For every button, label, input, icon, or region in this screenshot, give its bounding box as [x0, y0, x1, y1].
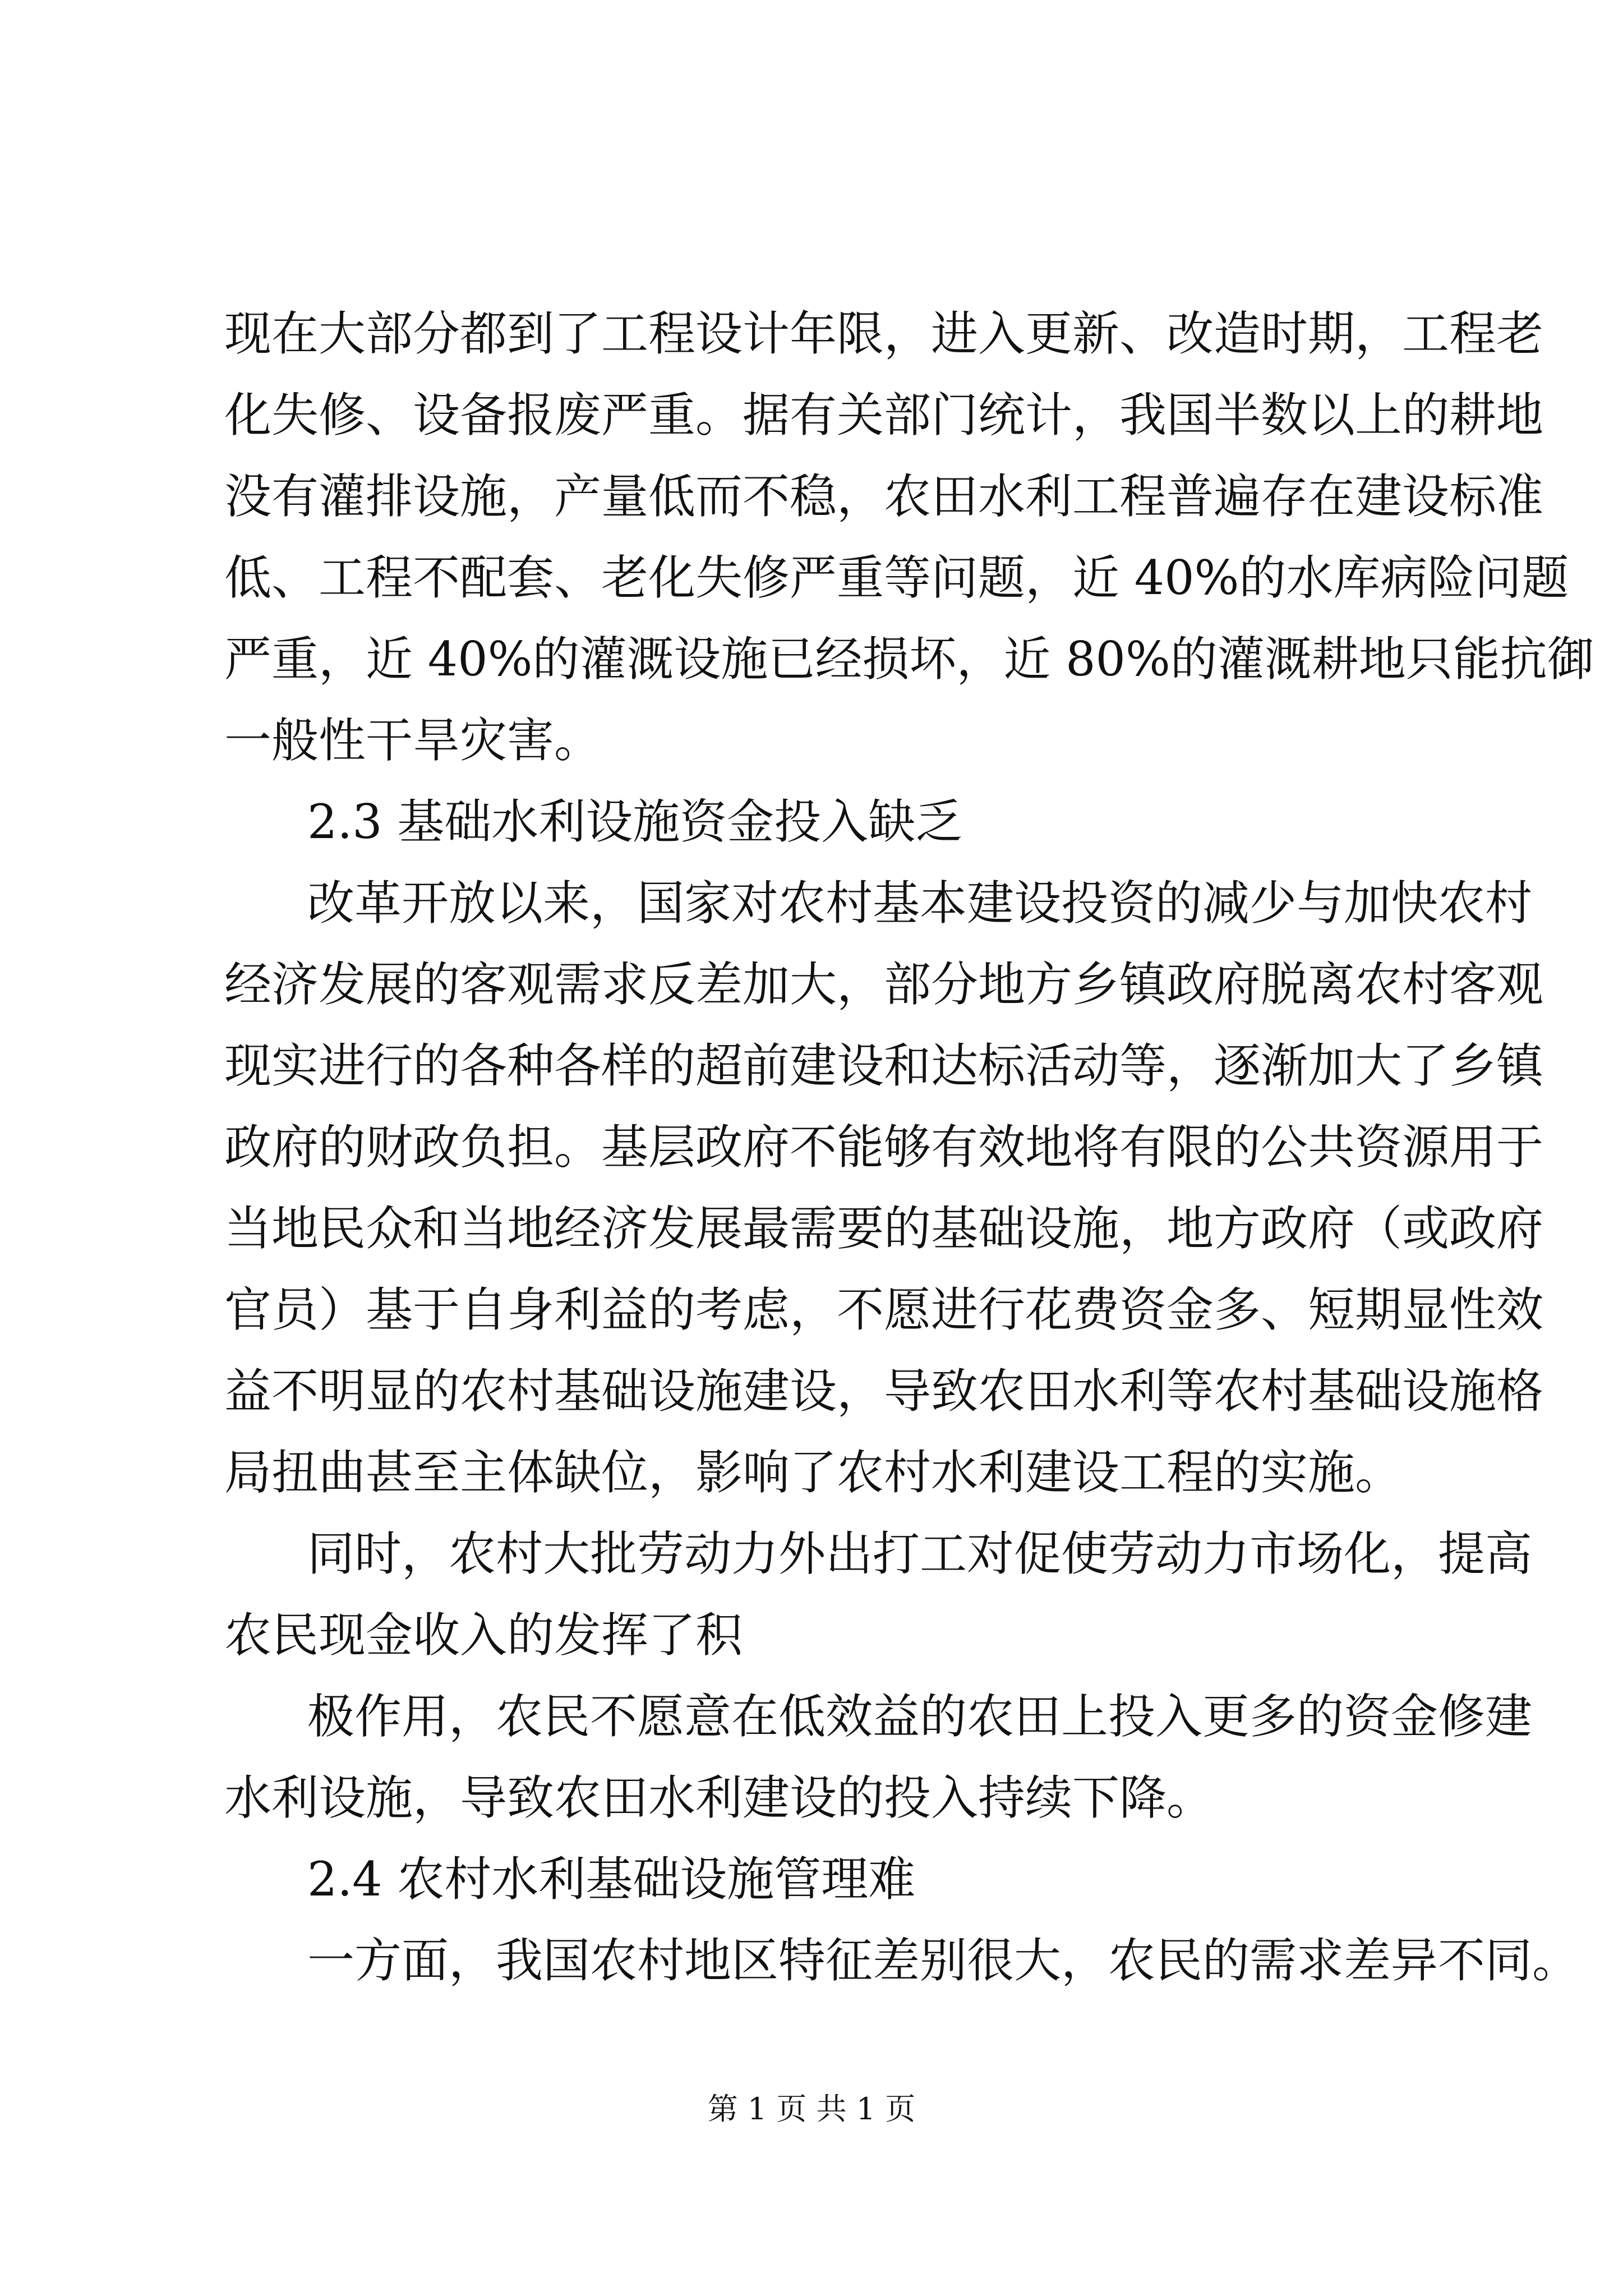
paragraph-line: 没有灌排设施，产量低而不稳，农田水利工程普遍存在建设标准 [224, 469, 1544, 524]
paragraph-line: 化失修、设备报废严重。据有关部门统计，我国半数以上的耕地 [224, 388, 1544, 443]
paragraph-line: 局扭曲甚至主体缺位，影响了农村水利建设工程的实施。 [224, 1445, 1403, 1500]
paragraph-line: 官员）基于自身利益的考虑，不愿进行花费资金多、短期显性效 [224, 1282, 1544, 1337]
paragraph-line: 现在大部分都到了工程设计年限，进入更新、改造时期，工程老 [224, 306, 1544, 361]
paragraph-line: 改革开放以来，国家对农村基本建设投资的减少与加快农村 [307, 876, 1533, 931]
paragraph-line: 农民现金收入的发挥了积 [224, 1608, 743, 1663]
paragraph-line: 同时，农村大批劳动力外出打工对促使劳动力市场化，提高 [307, 1526, 1533, 1581]
section-heading: 2.4 农村水利基础设施管理难 [307, 1852, 916, 1907]
paragraph-line: 一方面，我国农村地区特征差别很大，农民的需求差异不同。 [307, 1933, 1580, 1988]
paragraph-line: 低、工程不配套、老化失修严重等问题，近 40%的水库病险问题 [224, 550, 1569, 605]
page-number-footer: 第 1 页 共 1 页 [707, 2091, 916, 2127]
paragraph-line: 极作用，农民不愿意在低效益的农田上投入更多的资金修建 [307, 1689, 1533, 1744]
paragraph-line: 经济发展的客观需求反差加大，部分地方乡镇政府脱离农村客观 [224, 957, 1544, 1012]
section-heading: 2.3 基础水利设施资金投入缺乏 [307, 794, 963, 849]
paragraph-line: 水利设施，导致农田水利建设的投入持续下降。 [224, 1770, 1214, 1825]
paragraph-line: 益不明显的农村基础设施建设，导致农田水利等农村基础设施格 [224, 1364, 1544, 1419]
paragraph-line: 政府的财政负担。基层政府不能够有效地将有限的公共资源用于 [224, 1120, 1544, 1175]
paragraph-line: 一般性干旱灾害。 [224, 713, 602, 768]
paragraph-line: 现实进行的各种各样的超前建设和达标活动等，逐渐加大了乡镇 [224, 1038, 1544, 1093]
paragraph-line: 严重，近 40%的灌溉设施已经损坏，近 80%的灌溉耕地只能抗御 [224, 632, 1594, 687]
paragraph-line: 当地民众和当地经济发展最需要的基础设施，地方政府（或政府 [224, 1201, 1544, 1256]
